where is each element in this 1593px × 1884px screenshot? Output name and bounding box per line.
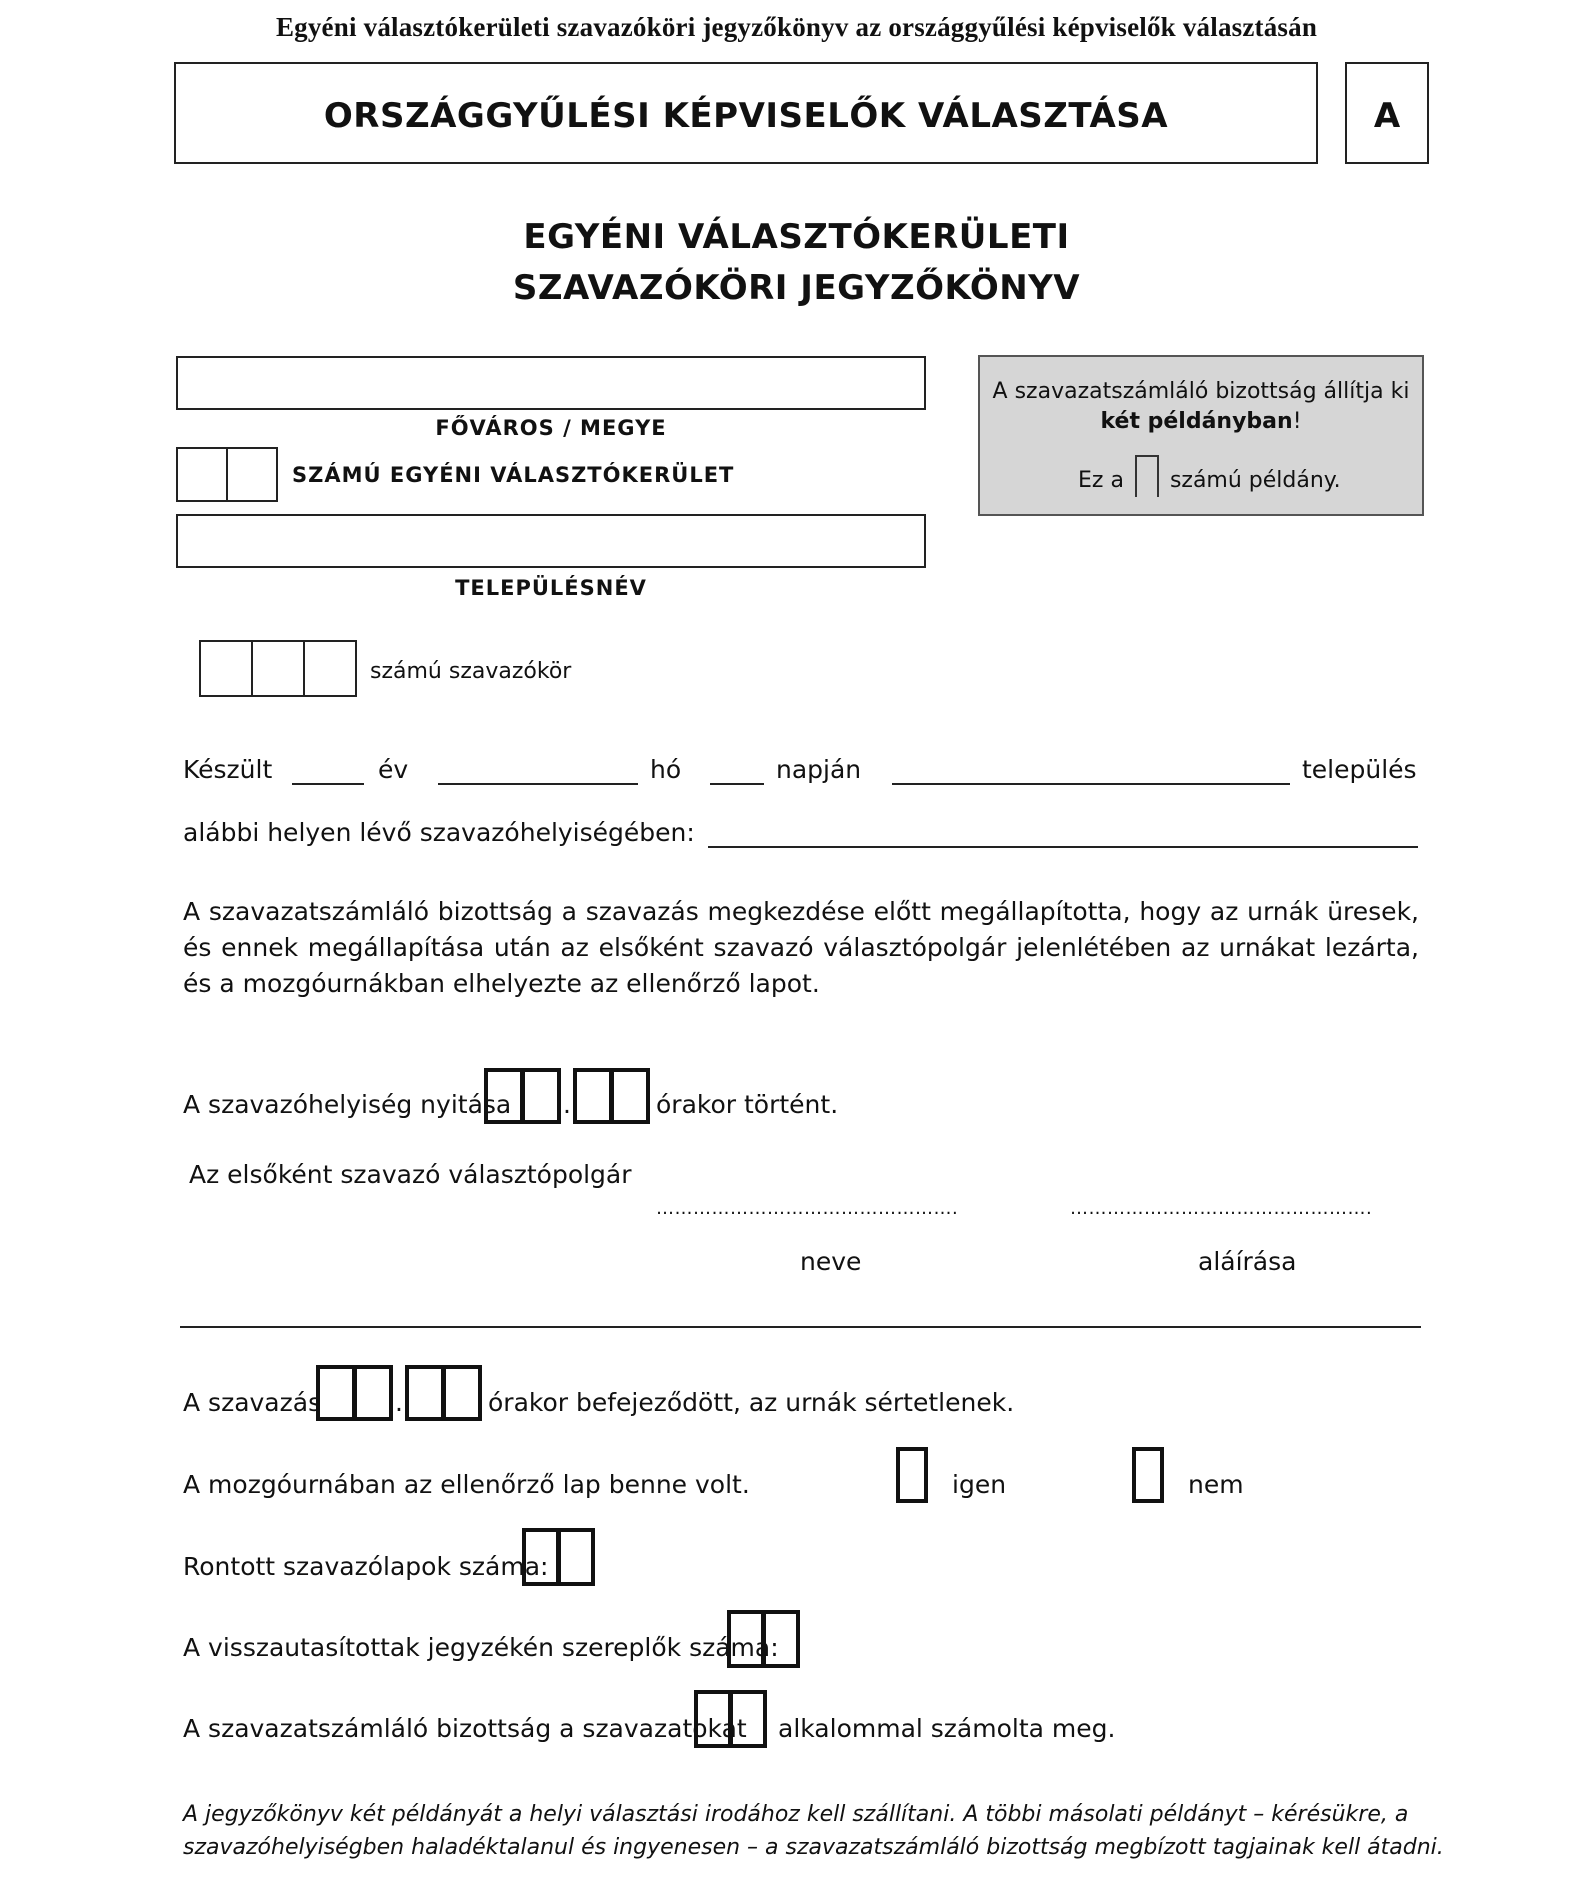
copy-number-box[interactable] <box>1135 455 1159 497</box>
footer-line2: szavazóhelyiségben haladéktalanul és ingyenesen – a szavazatszámláló bizottság megbízott tagjainak kell átadni. <box>183 1835 1444 1860</box>
spoiled-ballots-label: Rontott szavazólapok száma: <box>183 1552 549 1581</box>
main-title: ORSZÁGGYŰLÉSI KÉPVISELŐK VÁLASZTÁSA <box>323 96 1169 136</box>
document-title <box>0 212 1593 314</box>
footer-line1: A jegyzőkönyv két példányát a helyi választási irodához kell szállítani. A többi másolati példányt – kérésükre, a <box>183 1802 1409 1827</box>
yes-label: igen <box>952 1470 1007 1499</box>
copy-number-row <box>1078 455 1341 497</box>
place-label: alábbi helyen lévő szavazóhelyiségében: <box>183 818 695 847</box>
copy-suffix: számú példány. <box>1169 468 1341 493</box>
opening-minute-digit-1[interactable] <box>573 1068 613 1124</box>
opening-hour-digit-1[interactable] <box>484 1068 524 1124</box>
notice-box <box>978 355 1424 516</box>
closing-suffix: órakor befejeződött, az urnák sértetlenek. <box>488 1388 1015 1417</box>
rejected-digit-2[interactable] <box>762 1610 800 1668</box>
name-label: neve <box>800 1247 862 1276</box>
notice-line2 <box>980 407 1422 437</box>
year-input-line[interactable] <box>292 783 364 785</box>
document-title-line1: EGYÉNI VÁLASZTÓKERÜLETI <box>523 217 1070 257</box>
notice-exclamation: ! <box>1292 409 1302 434</box>
made-label: Készült <box>183 755 273 784</box>
no-label: nem <box>1188 1470 1244 1499</box>
copy-prefix: Ez a <box>1078 468 1124 493</box>
main-title-box <box>174 62 1318 164</box>
settlement-label: TELEPÜLÉSNÉV <box>455 576 647 600</box>
station-digit-box[interactable] <box>251 640 305 697</box>
polling-station-label: számú szavazókör <box>370 659 572 684</box>
opening-label: A szavazóhelyiség nyitása <box>183 1090 512 1119</box>
closing-minute-digit-2[interactable] <box>442 1365 482 1421</box>
count-prefix: A szavazatszámláló bizottság a szavazatokat <box>183 1714 747 1743</box>
opening-paragraph: A szavazatszámláló bizottság a szavazás megkezdése előtt megállapította, hogy az urnák üresek, és ennek megállapítása után az elsőként szavazó választópolgár jelenlétében az urnákat lezárta, és a mozgóurnákban elhelyezte az ellenőrző lapot. <box>183 897 1419 998</box>
count-digit-2[interactable] <box>729 1690 767 1748</box>
notice-line1: A szavazatszámláló bizottság állítja ki <box>992 379 1410 404</box>
district-digit-box[interactable] <box>226 447 278 502</box>
first-voter-signature-line[interactable]: …………………………………………. <box>1070 1198 1373 1219</box>
month-input-line[interactable] <box>438 783 638 785</box>
count-suffix: alkalommal számolta meg. <box>778 1714 1116 1743</box>
notice-emphasis: két példányban <box>1100 409 1293 434</box>
no-checkbox[interactable] <box>1132 1447 1164 1503</box>
document-title-line2: SZAVAZÓKÖRI JEGYZŐKÖNYV <box>512 268 1081 308</box>
station-digit-box[interactable] <box>303 640 357 697</box>
station-digit-box[interactable] <box>199 640 253 697</box>
section-divider <box>180 1326 1421 1328</box>
rejected-label: A visszautasítottak jegyzékén szereplők száma: <box>183 1633 779 1662</box>
first-voter-label: Az elsőként szavazó választópolgár <box>189 1160 632 1189</box>
closing-time-separator: . <box>395 1388 403 1417</box>
day-input-line[interactable] <box>710 783 764 785</box>
spoiled-digit-2[interactable] <box>557 1528 595 1586</box>
yes-checkbox[interactable] <box>896 1447 928 1503</box>
closing-label: A szavazás <box>183 1388 322 1417</box>
opening-time-separator: . <box>563 1090 571 1119</box>
mobile-urn-label: A mozgóurnában az ellenőrző lap benne volt. <box>183 1470 750 1499</box>
top-title: Egyéni választókerületi szavazóköri jegyzőkönyv az országgyűlési képviselők választásán <box>275 12 1318 42</box>
district-number-field[interactable] <box>176 447 278 502</box>
polling-station-number-field[interactable] <box>199 640 357 697</box>
first-voter-name-line[interactable]: …………………………………………. <box>656 1198 959 1219</box>
month-label: hó <box>650 755 682 784</box>
closing-hour-digit-1[interactable] <box>316 1365 356 1421</box>
settlement-input-line[interactable] <box>892 783 1290 785</box>
day-label: napján <box>776 755 862 784</box>
form-letter: A <box>1373 96 1401 136</box>
closing-minute-digit-1[interactable] <box>405 1365 445 1421</box>
closing-hour-digit-2[interactable] <box>353 1365 393 1421</box>
district-label: SZÁMÚ EGYÉNI VÁLASZTÓKERÜLET <box>292 463 735 487</box>
place-input-line[interactable] <box>708 846 1418 848</box>
count-digit-1[interactable] <box>694 1690 732 1748</box>
opening-minute-digit-2[interactable] <box>610 1068 650 1124</box>
settlement-field[interactable] <box>176 514 926 568</box>
opening-suffix: órakor történt. <box>656 1090 839 1119</box>
rejected-digit-1[interactable] <box>727 1610 765 1668</box>
signature-label: aláírása <box>1198 1247 1297 1276</box>
year-label: év <box>378 755 409 784</box>
capital-county-field[interactable] <box>176 356 926 410</box>
spoiled-digit-1[interactable] <box>522 1528 560 1586</box>
settlement-word: település <box>1302 755 1417 784</box>
footer-note <box>183 1798 1444 1864</box>
district-digit-box[interactable] <box>176 447 228 502</box>
opening-hour-digit-2[interactable] <box>521 1068 561 1124</box>
form-letter-box <box>1345 62 1429 164</box>
capital-county-label: FŐVÁROS / MEGYE <box>435 416 667 440</box>
